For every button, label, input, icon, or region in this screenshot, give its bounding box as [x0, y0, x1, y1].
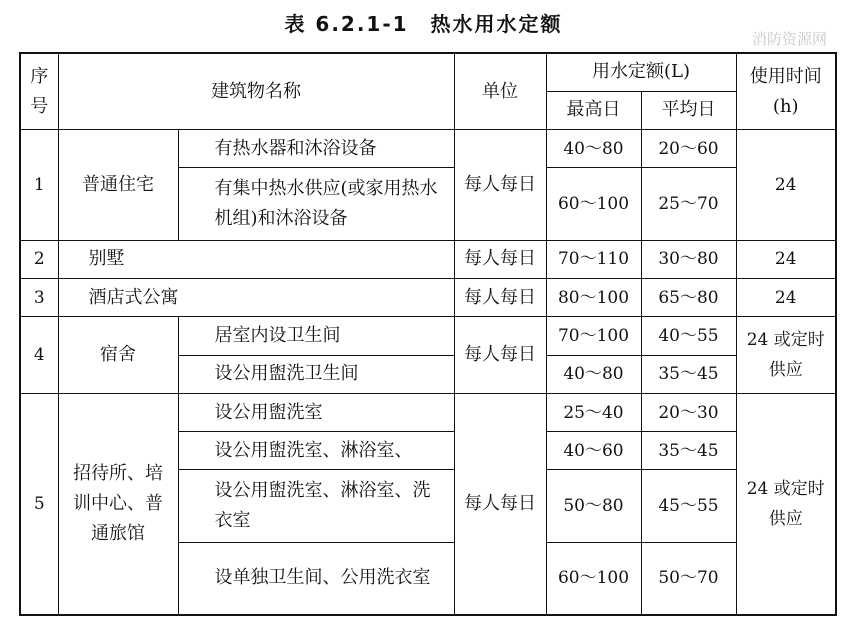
building-subtype: 设单独卫生间、公用洗衣室 — [178, 542, 454, 615]
header-hours: 使用时间(h) — [736, 53, 836, 130]
avg-day-value: 45～55 — [641, 470, 736, 543]
max-day-value: 40～80 — [546, 130, 641, 168]
row-seq: 5 — [20, 393, 58, 615]
unit-cell: 每人每日 — [454, 279, 546, 317]
hours-value: 24 或定时供应 — [736, 317, 836, 394]
max-day-value: 50～80 — [546, 470, 641, 543]
building-subtype: 设公用盥洗室、淋浴室、洗衣室 — [178, 470, 454, 543]
row-seq: 1 — [20, 130, 58, 241]
hours-value: 24 或定时供应 — [736, 393, 836, 615]
unit-cell: 每人每日 — [454, 317, 546, 394]
unit-cell: 每人每日 — [454, 130, 546, 241]
building-category: 酒店式公寓 — [58, 279, 454, 317]
max-day-value: 80～100 — [546, 279, 641, 317]
max-day-value: 70～100 — [546, 317, 641, 355]
building-category: 宿舍 — [58, 317, 178, 394]
avg-day-value: 30～80 — [641, 240, 736, 278]
row-seq: 2 — [20, 240, 58, 278]
building-subtype: 居室内设卫生间 — [178, 317, 454, 355]
unit-cell: 每人每日 — [454, 240, 546, 278]
avg-day-value: 50～70 — [641, 542, 736, 615]
max-day-value: 60～100 — [546, 168, 641, 241]
avg-day-value: 35～45 — [641, 432, 736, 470]
header-max-day: 最高日 — [546, 91, 641, 129]
hours-value: 24 — [736, 240, 836, 278]
header-building-name: 建筑物名称 — [58, 53, 454, 130]
avg-day-value: 25～70 — [641, 168, 736, 241]
building-category: 普通住宅 — [58, 130, 178, 241]
hours-value: 24 — [736, 279, 836, 317]
building-subtype: 设公用盥洗卫生间 — [178, 355, 454, 393]
building-category: 招待所、培训中心、普通旅馆 — [58, 393, 178, 615]
building-subtype: 设公用盥洗室、淋浴室、 — [178, 432, 454, 470]
max-day-value: 70～110 — [546, 240, 641, 278]
max-day-value: 40～80 — [546, 355, 641, 393]
avg-day-value: 35～45 — [641, 355, 736, 393]
header-quota: 用水定额(L) — [546, 53, 736, 91]
row-seq: 4 — [20, 317, 58, 394]
header-seq: 序号 — [20, 53, 58, 130]
building-subtype: 有热水器和沐浴设备 — [178, 130, 454, 168]
header-unit: 单位 — [454, 53, 546, 130]
row-seq: 3 — [20, 279, 58, 317]
building-subtype: 设公用盥洗室 — [178, 393, 454, 431]
max-day-value: 40～60 — [546, 432, 641, 470]
max-day-value: 25～40 — [546, 393, 641, 431]
max-day-value: 60～100 — [546, 542, 641, 615]
building-category: 别墅 — [58, 240, 454, 278]
avg-day-value: 40～55 — [641, 317, 736, 355]
avg-day-value: 20～60 — [641, 130, 736, 168]
avg-day-value: 65～80 — [641, 279, 736, 317]
avg-day-value: 20～30 — [641, 393, 736, 431]
unit-cell: 每人每日 — [454, 393, 546, 615]
hours-value: 24 — [736, 130, 836, 241]
table-title: 表 6.2.1-1 热水用水定额 — [284, 12, 563, 36]
header-avg-day: 平均日 — [641, 91, 736, 129]
building-subtype: 有集中热水供应(或家用热水机组)和沐浴设备 — [178, 168, 454, 241]
watermark: 消防资源网 — [751, 30, 827, 48]
hot-water-quota-table — [19, 52, 837, 616]
